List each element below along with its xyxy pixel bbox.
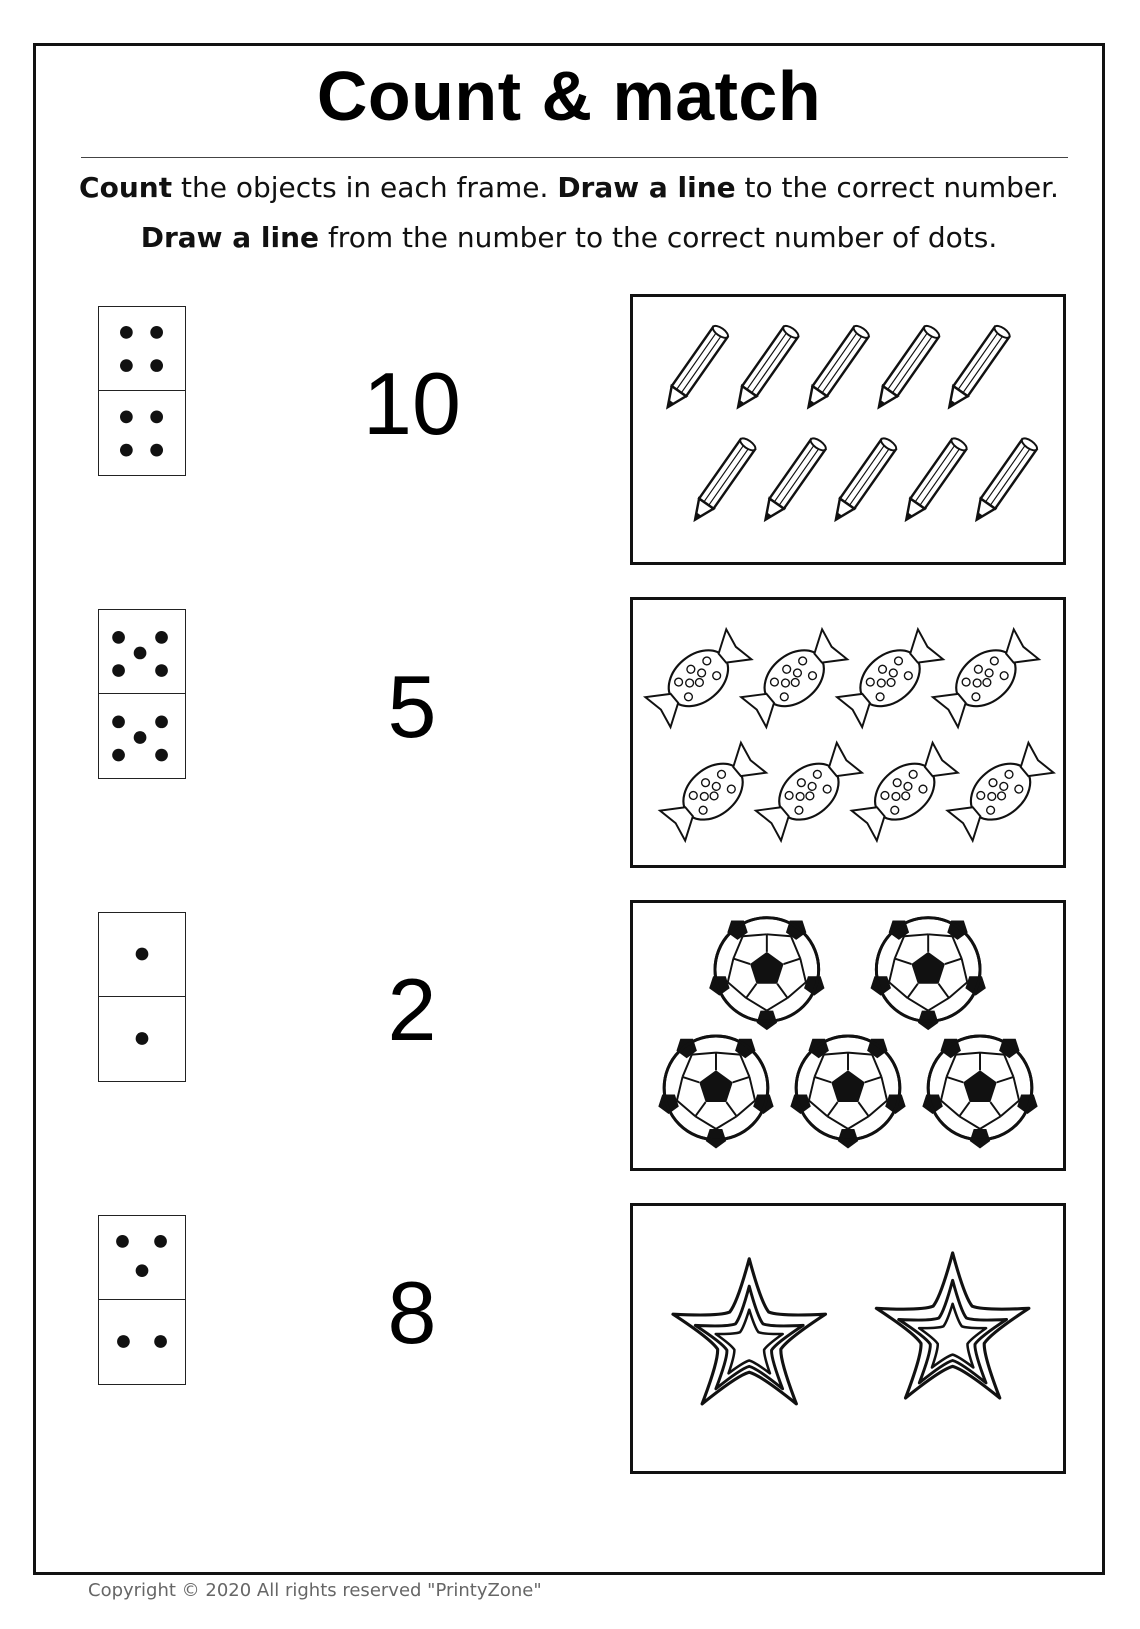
dot	[154, 1235, 167, 1248]
dot	[112, 664, 125, 677]
dot	[154, 1335, 167, 1348]
dot	[120, 326, 133, 339]
instruction-text: from the number to the correct number of dots.	[319, 221, 998, 254]
soccer-ball-icon	[790, 1036, 905, 1148]
pencil-icon	[899, 436, 968, 525]
dot-domino	[98, 609, 186, 779]
instruction-line-1	[36, 171, 1102, 204]
soccer-ball-icon	[709, 918, 824, 1030]
dot	[136, 1032, 149, 1045]
soccer-ball-icon	[922, 1036, 1037, 1148]
picture-frame	[630, 900, 1066, 1171]
instruction-text: Count	[79, 171, 173, 204]
dot	[112, 631, 125, 644]
title-divider	[81, 157, 1068, 158]
dot	[120, 359, 133, 372]
number-label: 5	[387, 657, 437, 756]
dot	[112, 749, 125, 762]
instruction-text: the objects in each frame.	[172, 171, 558, 204]
candy-icon	[643, 626, 754, 730]
page-title: Count & match	[316, 57, 822, 135]
pencil-icon	[660, 324, 729, 413]
picture-frame	[630, 597, 1066, 868]
dot	[134, 647, 147, 660]
candy-icon	[849, 740, 960, 844]
dot	[117, 1335, 130, 1348]
dot	[150, 359, 163, 372]
dots	[99, 694, 185, 778]
pencil-icon	[942, 324, 1011, 413]
dot	[134, 731, 147, 744]
instruction-line-2	[36, 221, 1102, 254]
domino-half-top	[99, 913, 185, 997]
dot	[136, 948, 149, 961]
picture-frame	[630, 1203, 1066, 1474]
number-label: 8	[387, 1263, 437, 1362]
candy-icon	[753, 740, 864, 844]
dots	[99, 307, 185, 390]
dots	[99, 610, 185, 693]
domino-half-top	[99, 307, 185, 391]
dot	[120, 411, 133, 424]
domino-half-bottom	[99, 391, 185, 475]
instruction-text: Draw a line	[140, 221, 320, 254]
copyright-notice: Copyright © 2020 All rights reserved "PrintyZone"	[88, 1580, 542, 1601]
frame-drawing	[633, 600, 1063, 865]
pencil-icon	[758, 436, 827, 525]
dot	[150, 411, 163, 424]
frame-drawing	[633, 297, 1063, 562]
dots	[99, 1216, 185, 1299]
candy-icon	[835, 626, 946, 730]
frame-drawing	[633, 903, 1063, 1168]
dots	[99, 1300, 185, 1384]
dot	[150, 326, 163, 339]
candy-icon	[945, 740, 1056, 844]
dot	[136, 1264, 149, 1277]
dot	[155, 631, 168, 644]
dot	[120, 444, 133, 457]
dots	[99, 913, 185, 996]
candy-icon	[930, 626, 1041, 730]
number-label: 2	[387, 960, 437, 1059]
dots	[99, 391, 185, 475]
domino-half-bottom	[99, 1300, 185, 1384]
dot	[155, 664, 168, 677]
dot-domino	[98, 1215, 186, 1385]
dot	[112, 715, 125, 728]
number-label: 10	[363, 354, 461, 453]
domino-half-bottom	[99, 694, 185, 778]
picture-frame	[630, 294, 1066, 565]
dot	[155, 749, 168, 762]
dot	[116, 1235, 129, 1248]
pencil-icon	[829, 436, 898, 525]
frame-drawing	[633, 1206, 1063, 1471]
domino-half-top	[99, 1216, 185, 1300]
soccer-ball-icon	[658, 1036, 773, 1148]
pencil-icon	[872, 324, 941, 413]
dots	[99, 997, 185, 1081]
dot	[150, 444, 163, 457]
candy-icon	[658, 740, 769, 844]
starfish-icon	[673, 1259, 826, 1404]
pencil-icon	[801, 324, 870, 413]
dot-domino	[98, 306, 186, 476]
soccer-ball-icon	[871, 918, 986, 1030]
instruction-text: Draw a line	[557, 171, 736, 204]
dot	[155, 715, 168, 728]
pencil-icon	[969, 436, 1038, 525]
pencil-icon	[688, 436, 757, 525]
worksheet	[33, 43, 1105, 1575]
domino-half-bottom	[99, 997, 185, 1081]
pencil-icon	[731, 324, 800, 413]
starfish-icon	[876, 1253, 1029, 1398]
instruction-text: to the correct number.	[735, 171, 1059, 204]
dot-domino	[98, 912, 186, 1082]
candy-icon	[739, 626, 850, 730]
domino-half-top	[99, 610, 185, 694]
